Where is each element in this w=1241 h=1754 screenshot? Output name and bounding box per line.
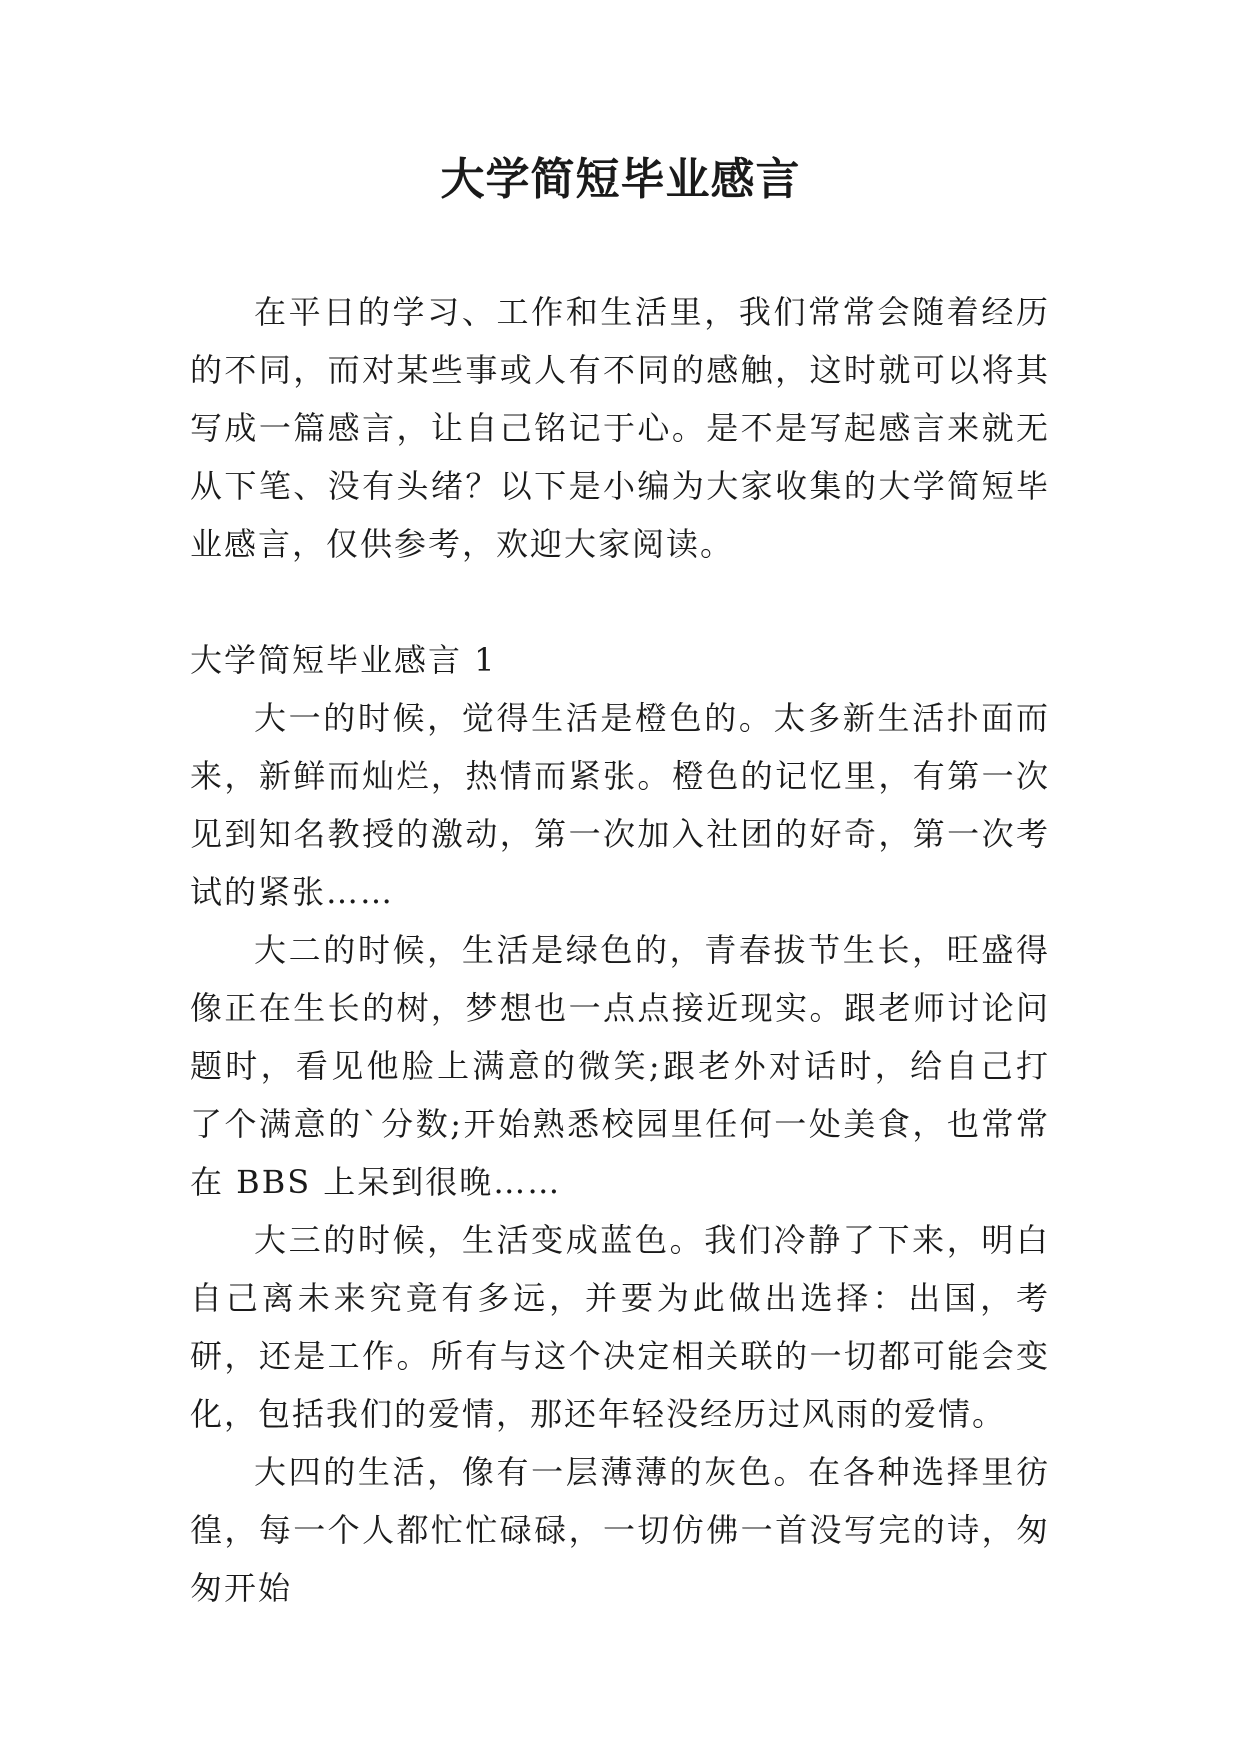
body-paragraph: 大三的时候，生活变成蓝色。我们冷静了下来，明白自己离未来究竟有多远，并要为此做出选择：出国，考研，还是工作。所有与这个决定相关联的一切都可能会变化，包括我们的爱情，那还年轻没经历过风雨的爱情。 (190, 1221, 1050, 1433)
intro-paragraph: 在平日的学习、工作和生活里，我们常常会随着经历的不同，而对某些事或人有不同的感触，这时就可以将其写成一篇感言，让自己铭记于心。是不是写起感言来就无从下笔、没有头绪？以下是小编为大家收集的大学简短毕业感言，仅供参考，欢迎大家阅读。 (190, 293, 1050, 563)
section-heading: 大学简短毕业感言 1 (190, 641, 497, 679)
document-body (190, 283, 1050, 1617)
document-title: 大学简短毕业感言 (440, 154, 801, 205)
body-paragraph: 大一的时候，觉得生活是橙色的。太多新生活扑面而来，新鲜而灿烂，热情而紧张。橙色的记忆里，有第一次见到知名教授的激动，第一次加入社团的好奇，第一次考试的紧张…… (190, 699, 1050, 911)
body-paragraph: 大二的时候，生活是绿色的，青春拔节生长，旺盛得像正在生长的树，梦想也一点点接近现实。跟老师讨论问题时，看见他脸上满意的微笑;跟老外对话时，给自己打了个满意的`分数;开始熟悉校园里任何一处美食，也常常在 BBS 上呆到很晚…… (190, 931, 1050, 1201)
body-paragraph: 大四的生活，像有一层薄薄的灰色。在各种选择里彷徨，每一个人都忙忙碌碌，一切仿佛一首没写完的诗，匆匆开始 (190, 1453, 1050, 1607)
